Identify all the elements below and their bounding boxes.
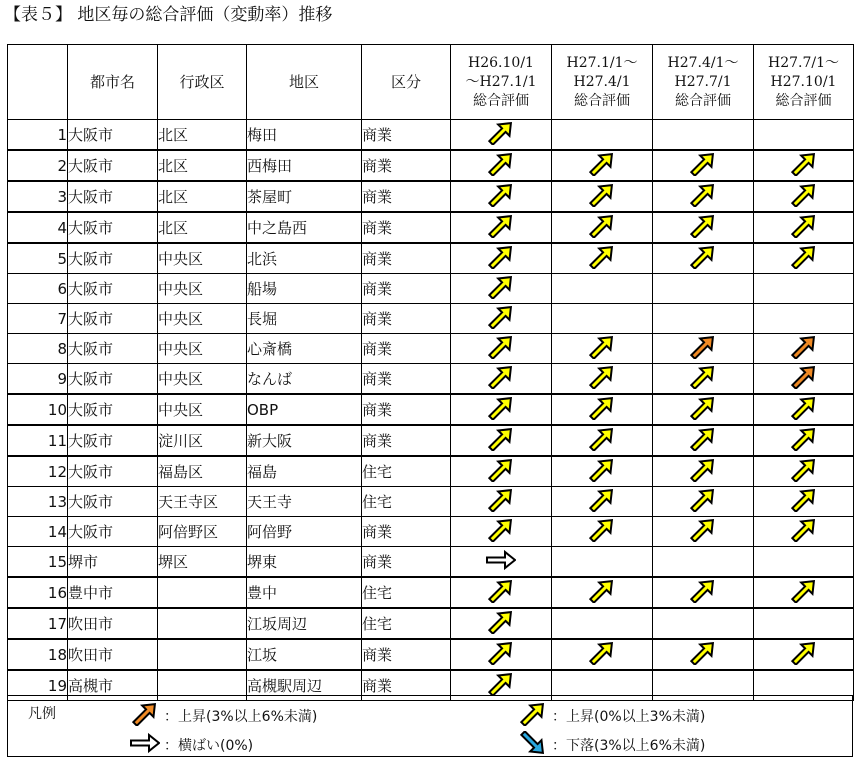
arrow-up-right-yellow-icon (486, 214, 516, 242)
table-row (8, 517, 854, 547)
city-cell: 大阪市 (68, 243, 158, 274)
trend-cell-period-1 (451, 425, 552, 456)
city-cell: 大阪市 (68, 456, 158, 487)
table-row (8, 120, 854, 151)
arrow-up-right-yellow-icon (486, 579, 516, 607)
trend-cell-period-4 (754, 304, 854, 334)
row-number: 6 (8, 274, 68, 304)
city-cell: 大阪市 (68, 394, 158, 425)
arrow-up-right-yellow-icon (486, 518, 516, 546)
row-number: 10 (8, 394, 68, 425)
trend-cell-period-1 (451, 394, 552, 425)
ward-cell: 北区 (158, 150, 247, 181)
header-city: 都市名 (68, 45, 158, 120)
city-cell: 大阪市 (68, 334, 158, 364)
arrow-up-right-yellow-icon (688, 365, 718, 393)
trend-cell-period-3 (653, 577, 754, 608)
arrow-up-right-yellow-icon (587, 488, 617, 516)
trend-cell-period-1 (451, 456, 552, 487)
city-cell: 大阪市 (68, 120, 158, 151)
row-number: 15 (8, 547, 68, 578)
district-cell: 心斎橋 (247, 334, 362, 364)
row-number: 14 (8, 517, 68, 547)
category-cell: 商業 (362, 517, 451, 547)
table-row (8, 181, 854, 212)
trend-cell-period-2 (552, 608, 653, 639)
ward-cell: 堺区 (158, 547, 247, 578)
arrow-up-right-yellow-icon (486, 427, 516, 455)
table-row (8, 212, 854, 243)
city-cell: 大阪市 (68, 425, 158, 456)
trend-cell-period-3 (653, 608, 754, 639)
table-row (8, 243, 854, 274)
category-cell: 商業 (362, 364, 451, 395)
ward-cell (158, 639, 247, 670)
arrow-up-right-yellow-icon (789, 214, 819, 242)
district-cell: 西梅田 (247, 150, 362, 181)
trend-cell-period-3 (653, 639, 754, 670)
table-row (8, 608, 854, 639)
legend-down-text: ：下落(3%以上6%未満) (552, 738, 706, 754)
trend-cell-period-4 (754, 364, 854, 395)
arrow-up-right-yellow-icon (587, 396, 617, 424)
legend-flat-text: ：横ばい(0%) (164, 738, 254, 754)
trend-cell-period-3 (653, 212, 754, 243)
table-row (8, 150, 854, 181)
arrow-up-right-yellow-icon (688, 245, 718, 273)
ward-cell: 中央区 (158, 364, 247, 395)
trend-cell-period-1 (451, 212, 552, 243)
trend-cell-period-2 (552, 334, 653, 364)
arrow-up-right-yellow-icon (789, 641, 819, 669)
header-period-2 (552, 45, 653, 120)
category-cell: 商業 (362, 150, 451, 181)
arrow-up-right-yellow-icon (688, 579, 718, 607)
trend-cell-period-2 (552, 547, 653, 578)
legend-label: 凡例 (28, 706, 56, 722)
district-cell: 北浜 (247, 243, 362, 274)
trend-cell-period-3 (653, 425, 754, 456)
header-period-3-line-2: H27.7/1 (674, 73, 732, 90)
arrow-up-right-yellow-icon (688, 183, 718, 211)
arrow-up-right-yellow-icon (789, 488, 819, 516)
trend-cell-period-4 (754, 517, 854, 547)
arrow-up-right-yellow-icon (486, 183, 516, 211)
arrow-up-right-yellow-icon (688, 152, 718, 180)
trend-cell-period-3 (653, 304, 754, 334)
district-cell: 茶屋町 (247, 181, 362, 212)
trend-cell-period-3 (653, 394, 754, 425)
ward-cell: 北区 (158, 212, 247, 243)
trend-cell-period-2 (552, 120, 653, 151)
trend-cell-period-1 (451, 487, 552, 517)
category-cell: 商業 (362, 120, 451, 151)
header-period-4-line-2: H27.10/1 (770, 73, 837, 90)
district-cell: OBP (247, 394, 362, 425)
header-period-1 (451, 45, 552, 120)
row-number: 19 (8, 670, 68, 701)
district-cell: 阿倍野 (247, 517, 362, 547)
row-number: 9 (8, 364, 68, 395)
row-number: 5 (8, 243, 68, 274)
trend-cell-period-4 (754, 212, 854, 243)
arrow-up-right-yellow-icon (486, 245, 516, 273)
arrow-up-right-yellow-icon (587, 458, 617, 486)
trend-cell-period-1 (451, 577, 552, 608)
category-cell: 商業 (362, 334, 451, 364)
ward-cell: 阿倍野区 (158, 517, 247, 547)
trend-cell-period-4 (754, 334, 854, 364)
legend-item-flat (130, 731, 253, 761)
trend-cell-period-2 (552, 212, 653, 243)
category-cell: 住宅 (362, 577, 451, 608)
trend-cell-period-2 (552, 243, 653, 274)
arrow-up-right-orange-icon (130, 702, 164, 732)
arrow-up-right-yellow-icon (587, 365, 617, 393)
district-cell: 豊中 (247, 577, 362, 608)
arrow-up-right-yellow-icon (518, 702, 552, 732)
trend-cell-period-4 (754, 150, 854, 181)
header-period-4-line-3: 総合評価 (775, 92, 832, 109)
table-row (8, 577, 854, 608)
table-row (8, 394, 854, 425)
arrow-up-right-orange-icon (789, 335, 819, 363)
district-cell: 堺東 (247, 547, 362, 578)
row-number: 7 (8, 304, 68, 334)
header-period-3-line-3: 総合評価 (675, 92, 731, 109)
district-cell: 天王寺 (247, 487, 362, 517)
trend-cell-period-3 (653, 120, 754, 151)
category-cell: 住宅 (362, 487, 451, 517)
arrow-up-right-yellow-icon (486, 365, 516, 393)
trend-cell-period-1 (451, 150, 552, 181)
arrow-right-white-icon (130, 731, 164, 761)
arrow-up-right-yellow-icon (587, 152, 617, 180)
category-cell: 商業 (362, 212, 451, 243)
legend-up-large-text: ：上昇(3%以上6%未満) (164, 709, 318, 725)
city-cell: 大阪市 (68, 304, 158, 334)
ward-cell: 福島区 (158, 456, 247, 487)
row-number: 12 (8, 456, 68, 487)
arrow-up-right-yellow-icon (688, 427, 718, 455)
ward-cell (158, 577, 247, 608)
trend-cell-period-1 (451, 517, 552, 547)
trend-cell-period-3 (653, 547, 754, 578)
row-number: 1 (8, 120, 68, 151)
city-cell: 大阪市 (68, 487, 158, 517)
header-period-2-line-3: 総合評価 (574, 92, 630, 109)
arrow-up-right-yellow-icon (789, 152, 819, 180)
trend-cell-period-4 (754, 487, 854, 517)
category-cell: 商業 (362, 547, 451, 578)
city-cell: 大阪市 (68, 150, 158, 181)
district-cell: 長堀 (247, 304, 362, 334)
table-row (8, 334, 854, 364)
arrow-down-right-blue-icon (518, 731, 552, 761)
trend-cell-period-2 (552, 639, 653, 670)
trend-cell-period-3 (653, 181, 754, 212)
category-cell: 商業 (362, 304, 451, 334)
legend (7, 695, 853, 757)
arrow-up-right-yellow-icon (587, 518, 617, 546)
category-cell: 住宅 (362, 608, 451, 639)
category-cell: 住宅 (362, 456, 451, 487)
arrow-up-right-yellow-icon (688, 214, 718, 242)
arrow-up-right-yellow-icon (688, 458, 718, 486)
arrow-up-right-yellow-icon (789, 518, 819, 546)
arrow-up-right-yellow-icon (587, 214, 617, 242)
trend-cell-period-3 (653, 243, 754, 274)
city-cell: 堺市 (68, 547, 158, 578)
arrow-up-right-yellow-icon (587, 245, 617, 273)
ward-cell: 天王寺区 (158, 487, 247, 517)
trend-cell-period-3 (653, 274, 754, 304)
row-number: 3 (8, 181, 68, 212)
trend-cell-period-3 (653, 456, 754, 487)
trend-cell-period-1 (451, 364, 552, 395)
arrow-up-right-yellow-icon (486, 121, 516, 149)
arrow-up-right-yellow-icon (789, 396, 819, 424)
district-cell: 江坂周辺 (247, 608, 362, 639)
city-cell: 大阪市 (68, 181, 158, 212)
trend-cell-period-2 (552, 274, 653, 304)
arrow-up-right-yellow-icon (688, 488, 718, 516)
table-row (8, 456, 854, 487)
table-row (8, 364, 854, 395)
header-category: 区分 (362, 45, 451, 120)
arrow-up-right-yellow-icon (486, 610, 516, 638)
trend-cell-period-4 (754, 120, 854, 151)
district-cell: 江坂 (247, 639, 362, 670)
trend-cell-period-3 (653, 364, 754, 395)
arrow-up-right-orange-icon (789, 365, 819, 393)
trend-cell-period-4 (754, 456, 854, 487)
table-row (8, 274, 854, 304)
city-cell: 大阪市 (68, 517, 158, 547)
header-ward: 行政区 (158, 45, 247, 120)
legend-item-down (518, 731, 705, 761)
table-body (8, 120, 854, 701)
trend-cell-period-2 (552, 394, 653, 425)
category-cell: 商業 (362, 394, 451, 425)
trend-cell-period-2 (552, 150, 653, 181)
header-period-1-line-1: H26.10/1 (468, 54, 534, 71)
legend-up-small-text: ：上昇(0%以上3%未満) (552, 709, 706, 725)
row-number: 4 (8, 212, 68, 243)
header-period-2-line-2: H27.4/1 (573, 73, 631, 90)
trend-cell-period-1 (451, 608, 552, 639)
ward-cell: 中央区 (158, 334, 247, 364)
trend-cell-period-4 (754, 243, 854, 274)
trend-cell-period-3 (653, 334, 754, 364)
trend-cell-period-4 (754, 394, 854, 425)
trend-cell-period-1 (451, 639, 552, 670)
trend-cell-period-2 (552, 487, 653, 517)
arrow-up-right-yellow-icon (486, 458, 516, 486)
row-number: 16 (8, 577, 68, 608)
row-number: 18 (8, 639, 68, 670)
district-cell: 高槻駅周辺 (247, 670, 362, 701)
trend-cell-period-4 (754, 547, 854, 578)
arrow-up-right-yellow-icon (587, 183, 617, 211)
trend-table (7, 44, 854, 701)
header-row (8, 45, 854, 120)
arrow-up-right-yellow-icon (486, 641, 516, 669)
trend-cell-period-1 (451, 181, 552, 212)
city-cell: 吹田市 (68, 608, 158, 639)
row-number: 11 (8, 425, 68, 456)
arrow-up-right-yellow-icon (587, 641, 617, 669)
city-cell: 大阪市 (68, 274, 158, 304)
trend-cell-period-3 (653, 150, 754, 181)
row-number: 8 (8, 334, 68, 364)
ward-cell: 中央区 (158, 243, 247, 274)
district-cell: 新大阪 (247, 425, 362, 456)
arrow-up-right-yellow-icon (789, 427, 819, 455)
trend-cell-period-4 (754, 577, 854, 608)
header-period-4 (754, 45, 854, 120)
row-number: 13 (8, 487, 68, 517)
header-period-1-line-3: 総合評価 (473, 92, 529, 109)
arrow-up-right-yellow-icon (688, 641, 718, 669)
trend-cell-period-2 (552, 304, 653, 334)
trend-cell-period-2 (552, 425, 653, 456)
category-cell: 商業 (362, 425, 451, 456)
arrow-up-right-yellow-icon (587, 335, 617, 363)
table-row (8, 639, 854, 670)
arrow-up-right-yellow-icon (486, 305, 516, 333)
category-cell: 商業 (362, 670, 451, 701)
header-period-1-line-2: ～H27.1/1 (465, 73, 537, 90)
district-cell: なんば (247, 364, 362, 395)
arrow-up-right-yellow-icon (587, 427, 617, 455)
ward-cell: 中央区 (158, 394, 247, 425)
trend-cell-period-4 (754, 425, 854, 456)
arrow-up-right-yellow-icon (486, 335, 516, 363)
arrow-right-white-icon (486, 548, 516, 576)
arrow-up-right-yellow-icon (688, 396, 718, 424)
ward-cell: 北区 (158, 181, 247, 212)
ward-cell: 北区 (158, 120, 247, 151)
ward-cell: 淀川区 (158, 425, 247, 456)
table-row (8, 425, 854, 456)
trend-cell-period-1 (451, 547, 552, 578)
header-period-3 (653, 45, 754, 120)
district-cell: 船場 (247, 274, 362, 304)
city-cell: 豊中市 (68, 577, 158, 608)
city-cell: 高槻市 (68, 670, 158, 701)
arrow-up-right-yellow-icon (486, 152, 516, 180)
city-cell: 吹田市 (68, 639, 158, 670)
city-cell: 大阪市 (68, 364, 158, 395)
category-cell: 商業 (362, 243, 451, 274)
trend-cell-period-2 (552, 517, 653, 547)
row-number: 2 (8, 150, 68, 181)
arrow-up-right-yellow-icon (486, 396, 516, 424)
trend-cell-period-1 (451, 120, 552, 151)
arrow-up-right-yellow-icon (789, 458, 819, 486)
header-period-4-line-1: H27.7/1～ (767, 54, 839, 71)
table-row (8, 304, 854, 334)
header-no (8, 45, 68, 120)
header-period-2-line-1: H27.1/1～ (566, 54, 638, 71)
trend-cell-period-2 (552, 181, 653, 212)
district-cell: 福島 (247, 456, 362, 487)
arrow-up-right-orange-icon (688, 335, 718, 363)
legend-item-up-small (518, 702, 705, 732)
legend-item-up-large (130, 702, 317, 732)
trend-cell-period-4 (754, 639, 854, 670)
category-cell: 商業 (362, 274, 451, 304)
arrow-up-right-yellow-icon (789, 183, 819, 211)
table-title: 【表５】 地区毎の総合評価（変動率）推移 (4, 5, 333, 25)
row-number: 17 (8, 608, 68, 639)
arrow-up-right-yellow-icon (587, 579, 617, 607)
trend-cell-period-2 (552, 456, 653, 487)
arrow-up-right-yellow-icon (486, 488, 516, 516)
district-cell: 中之島西 (247, 212, 362, 243)
trend-cell-period-4 (754, 274, 854, 304)
city-cell: 大阪市 (68, 212, 158, 243)
arrow-up-right-yellow-icon (688, 518, 718, 546)
arrow-up-right-yellow-icon (789, 245, 819, 273)
district-cell: 梅田 (247, 120, 362, 151)
trend-cell-period-1 (451, 243, 552, 274)
trend-cell-period-4 (754, 181, 854, 212)
header-period-3-line-1: H27.4/1～ (667, 54, 739, 71)
category-cell: 商業 (362, 639, 451, 670)
trend-cell-period-3 (653, 517, 754, 547)
trend-cell-period-1 (451, 304, 552, 334)
trend-cell-period-4 (754, 608, 854, 639)
trend-cell-period-3 (653, 487, 754, 517)
category-cell: 商業 (362, 181, 451, 212)
trend-cell-period-1 (451, 274, 552, 304)
ward-cell: 中央区 (158, 304, 247, 334)
ward-cell (158, 608, 247, 639)
table-row (8, 487, 854, 517)
arrow-up-right-yellow-icon (486, 275, 516, 303)
ward-cell: 中央区 (158, 274, 247, 304)
header-district: 地区 (247, 45, 362, 120)
table-row (8, 547, 854, 578)
arrow-up-right-yellow-icon (789, 579, 819, 607)
trend-cell-period-2 (552, 364, 653, 395)
trend-cell-period-2 (552, 577, 653, 608)
trend-cell-period-1 (451, 334, 552, 364)
